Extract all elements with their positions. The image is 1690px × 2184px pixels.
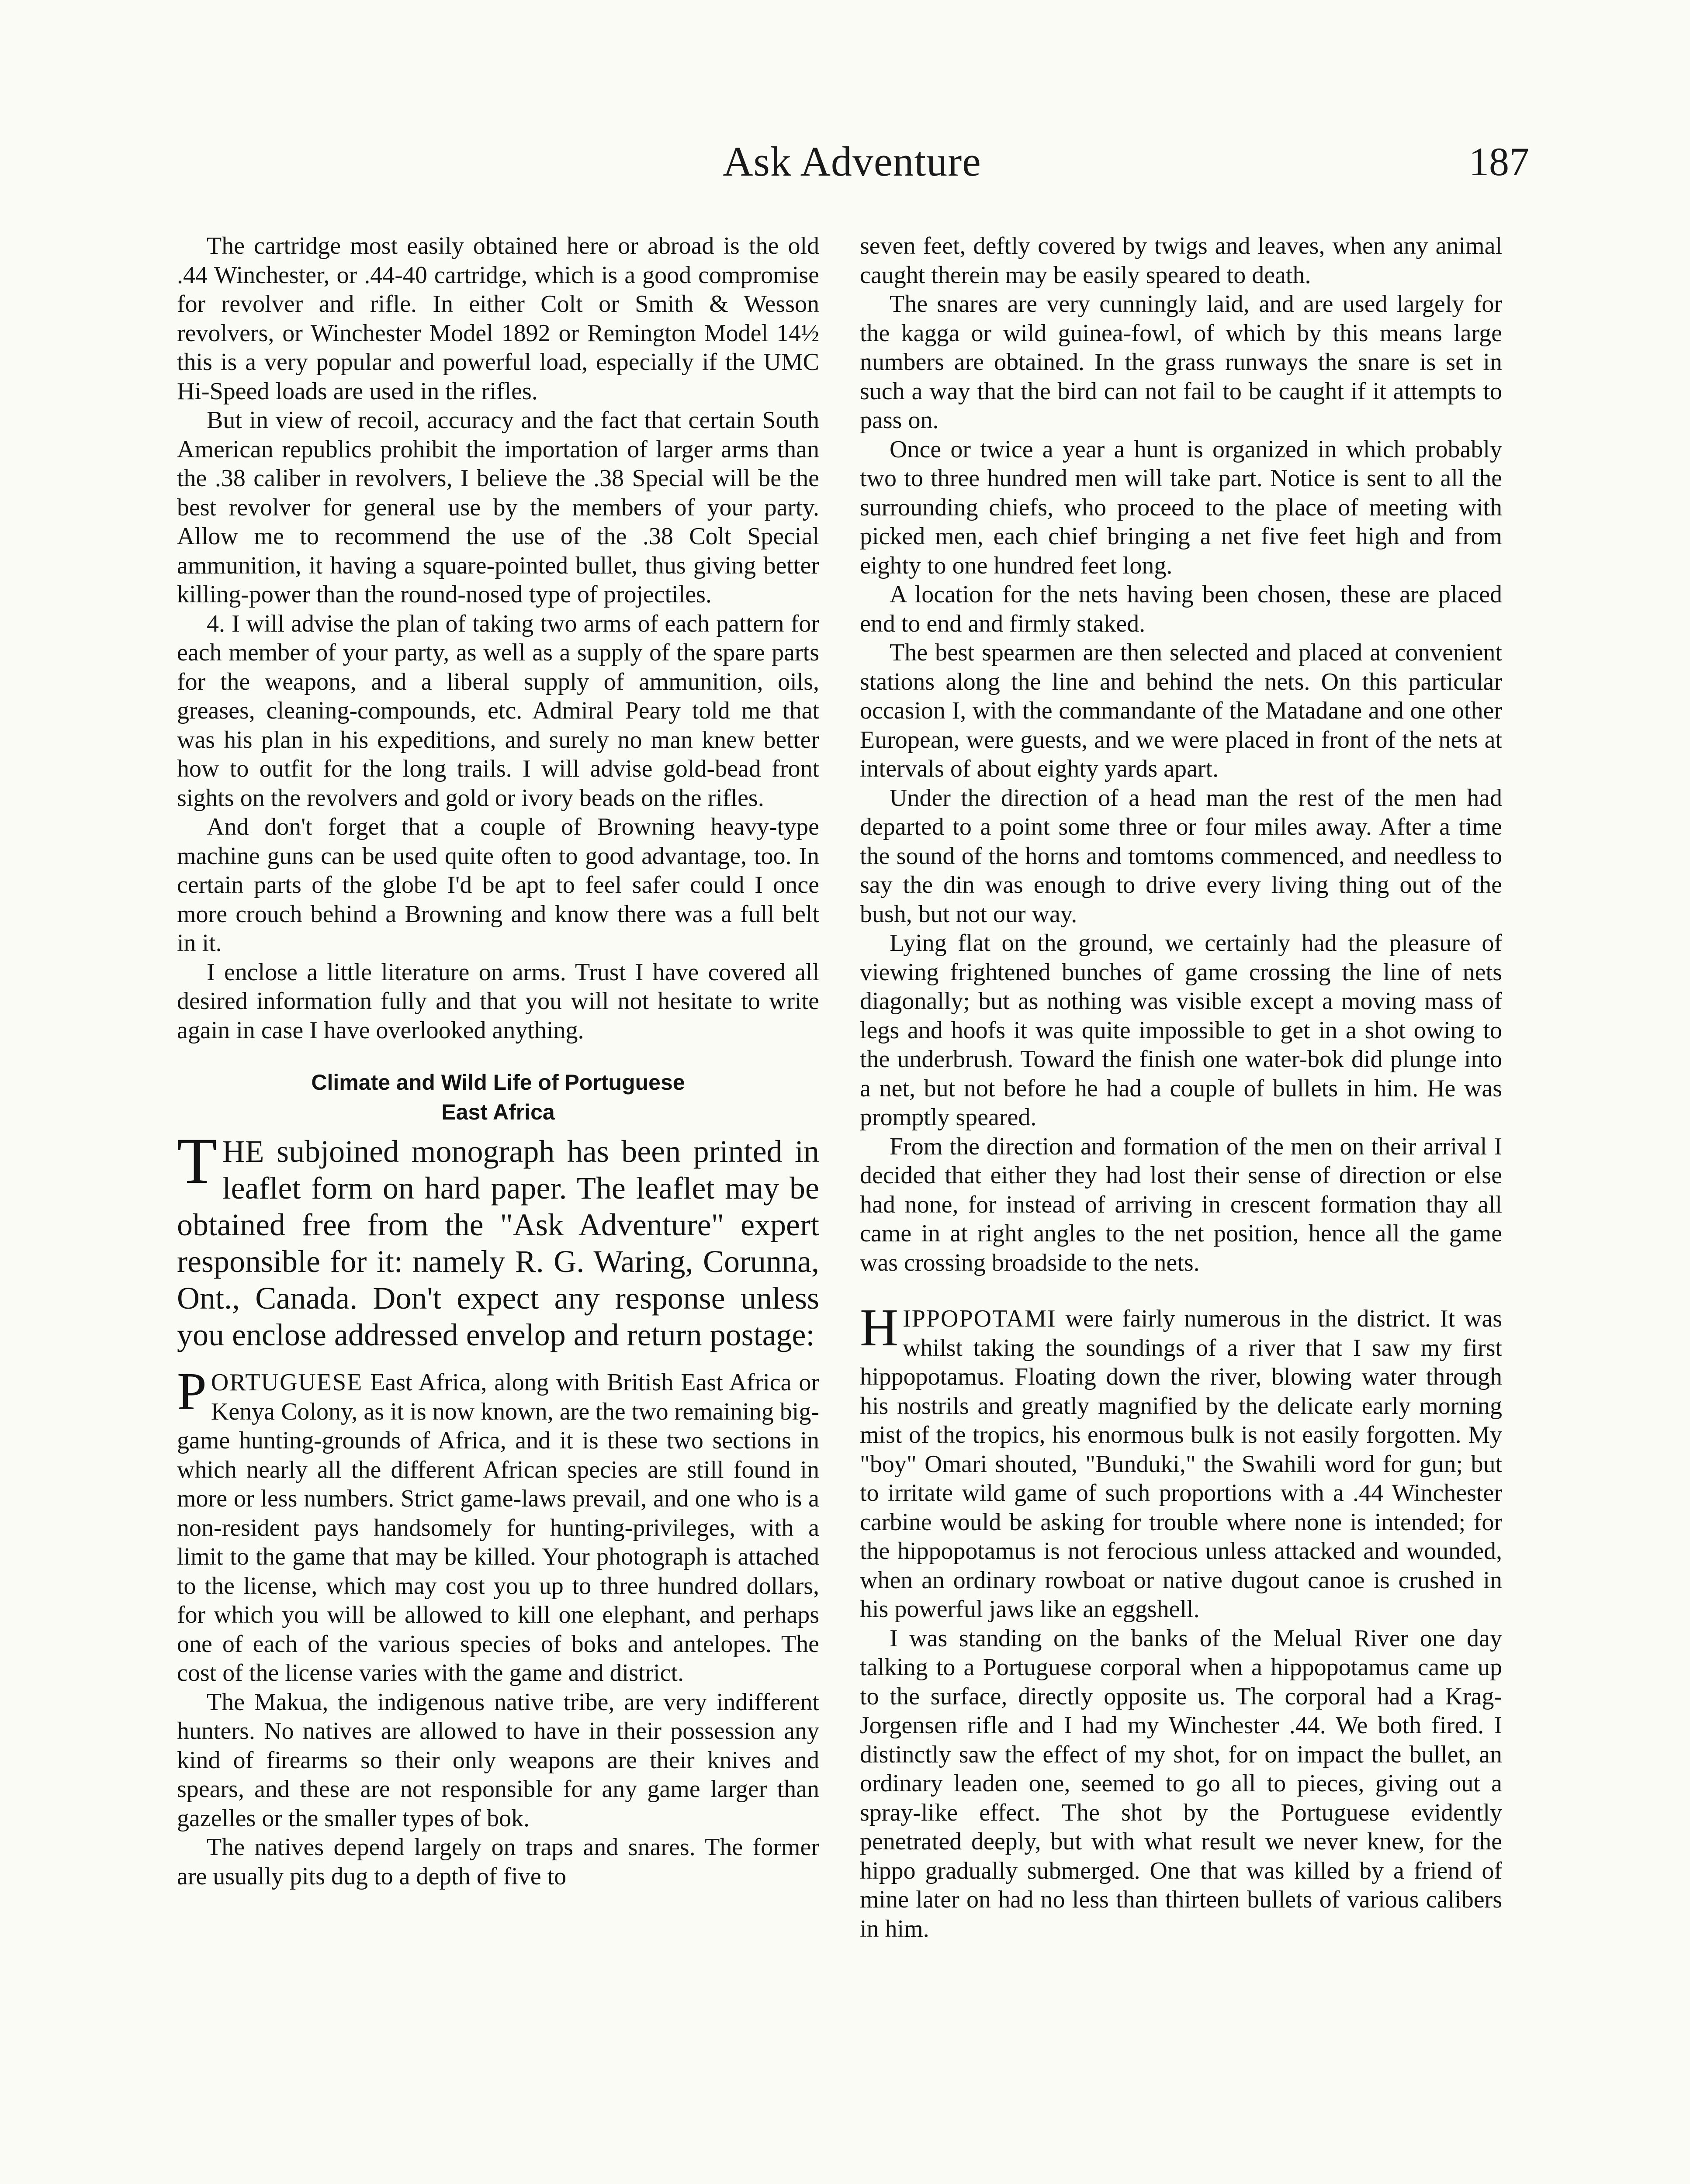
paragraph: The best spearmen are then selected and placed at convenient stations along the line and behind the nets. On this particular occasion I, with the commandante of the Matadane and one other European, were guests, and we were placed in front of the nets at intervals of about eighty yards apart. xyxy=(860,639,1502,782)
lead-word: ORTUGUESE xyxy=(211,1369,363,1396)
paragraph: The natives depend largely on traps and snares. The former are usually pits dug to a depth of five to xyxy=(177,1834,819,1890)
section-paragraph xyxy=(860,1298,1502,1624)
paragraph: The cartridge most easily obtained here or abroad is the old .44 Winchester, or .44-40 cartridge, which is a good compromise for revolver and rifle. In either Colt or Smith & Wesson revolvers, or Winchester Model 1892 or Remington Model 14½ this is a very popular and powerful load, especially if the UMC Hi-Speed loads are used in the rifles. xyxy=(177,232,819,405)
section-text: were fairly numerous in the district. It was whilst taking the soundings of a river that I saw my first hippopotamus. Floating down the river, blowing water through his nostrils and greatly magnified by the delicate early morning mist of the tropics, his enormous bulk is not easily forgotten. My "boy" Omari shouted, "Bunduki," the Swahili word for gun; but to irritate wild game of such proportions with a .44 Winchester carbine would be asking for trouble where none is intended; for the hippopotamus is not ferocious unless attacked and wounded, when an ordinary rowboat or native dugout canoe is crushed in his powerful jaws like an eggshell. xyxy=(860,1305,1502,1623)
left-column xyxy=(177,232,819,1891)
drop-cap: P xyxy=(177,1362,207,1421)
intro-text: HE subjoined monograph has been printed in leaflet form on hard paper. The leaflet may be obtained free from the "Ask Adventure" expert responsible for it: namely R. G. Waring, Corunna, Ont., Canada. Don't expect any response unless you enclose addressed envelop and return postage: xyxy=(177,1134,819,1352)
page-header xyxy=(175,131,1529,201)
paragraph: A location for the nets having been chosen, these are placed end to end and firmly staked. xyxy=(860,581,1502,637)
section-paragraph xyxy=(177,1362,819,1688)
spacer xyxy=(177,1353,819,1368)
paragraph: The snares are very cunningly laid, and are used largely for the kagga or wild guinea-fowl, of which by this means large numbers are obtained. In the grass runways the snare is set in such a way that the bird can not fail to be caught if it attempts to pass on. xyxy=(860,290,1502,434)
drop-cap: H xyxy=(860,1298,899,1357)
paragraph: I was standing on the banks of the Melual River one day talking to a Portuguese corporal when a hippopotamus came up to the surface, directly opposite us. The corporal had a Krag-Jorgensen rifle and I had my Winchester .44. We both fired. I distinctly saw the effect of my shot, for on impact the bullet, an ordinary leaden one, seemed to go all to pieces, giving out a spray-like effect. The shot by the Portuguese evidently penetrated deeply, but with what result we never knew, for the hippo gradually submerged. One that was killed by a friend of mine later on had no less than thirteen bullets of various calibers in him. xyxy=(860,1624,1502,1942)
section-text: East Africa, along with British East Africa or Kenya Colony, as it is now known, are the two remaining big-game hunting-grounds of Africa, and it is these two sections in which nearly all the different African species are still found in more or less numbers. Strict game-laws prevail, and one who is a non-resident pays handsomely for hunting-privileges, with a limit to the game that may be killed. Your photograph is attached to the license, which may cost you up to three hundred dollars, for which you will be allowed to kill one elephant, and perhaps one of each of the various species of boks and antelopes. The cost of the license varies with the game and district. xyxy=(177,1369,819,1686)
paragraph: Under the direction of a head man the rest of the men had departed to a point some three or four miles away. After a time the sound of the horns and tomtoms commenced, and needless to say the din was enough to drive every living thing out of the bush, but not our way. xyxy=(860,784,1502,928)
paragraph: 4. I will advise the plan of taking two arms of each pattern for each member of your party, as well as a supply of the spare parts for the weapons, and a liberal supply of ammunition, oils, greases, cleaning-compounds, etc. Admiral Peary told me that was his plan in his expeditions, and surely no man knew better how to outfit for the long trails. I will advise gold-bead front sights on the revolvers and gold or ivory beads on the rifles. xyxy=(177,610,819,812)
paragraph: From the direction and formation of the men on their arrival I decided that either they had lost their sense of direction or else had none, for instead of arriving in crescent formation thay all came in at right angles to the net position, hence all the game was crossing broadside to the nets. xyxy=(860,1133,1502,1276)
spacer xyxy=(860,1277,1502,1304)
intro-paragraph xyxy=(177,1125,819,1353)
paragraph: Once or twice a year a hunt is organized in which probably two to three hundred men will take part. Notice is sent to all the surrounding chiefs, who proceed to the place of meeting with picked men, each chief bringing a net five feet high and from eighty to one hundred feet long. xyxy=(860,435,1502,579)
paragraph: The Makua, the indigenous native tribe, are very indifferent hunters. No natives are allowed to have in their possession any kind of firearms so their only weapons are their knives and spears, and these are not responsible for any game larger than gazelles or the smaller types of bok. xyxy=(177,1688,819,1832)
right-column xyxy=(860,232,1502,1943)
paragraph: But in view of recoil, accuracy and the fact that certain South American republics prohibit the importation of larger arms than the .38 caliber in revolvers, I believe the .38 Special will be the best revolver for general use by the members of your party. Allow me to recommend the use of the .38 Colt Special ammunition, it having a square-pointed bullet, thus giving better killing-power than the round-nosed type of projectiles. xyxy=(177,407,819,608)
drop-cap: T xyxy=(177,1125,217,1197)
running-title: Ask Adventure xyxy=(723,138,981,185)
page-number: 187 xyxy=(1469,139,1529,184)
paragraph: And don't forget that a couple of Browning heavy-type machine guns can be used quite often to good advantage, too. In certain parts of the globe I'd be apt to feel safer could I once more crouch behind a Browning and know there was a full belt in it. xyxy=(177,813,819,957)
paragraph: I enclose a little literature on arms. Trust I have covered all desired information fully and that you will not hesitate to write again in case I have overlooked anything. xyxy=(177,958,819,1044)
lead-word: IPPOPOTAMI xyxy=(903,1305,1056,1332)
article-title: Climate and Wild Life of Portuguese East Africa xyxy=(311,1070,685,1124)
paragraph: Lying flat on the ground, we certainly had the pleasure of viewing frightened bunches of game crossing the line of nets diagonally; but as nothing was visible except a moving mass of legs and hoofs it was quite impossible to get in a shot owing to the underbrush. Toward the finish one water-bok did plunge into a net, but not before he had a couple of bullets in him. He was promptly speared. xyxy=(860,930,1502,1131)
paragraph: seven feet, deftly covered by twigs and leaves, when any animal caught therein may be easily speared to death. xyxy=(860,232,1502,289)
